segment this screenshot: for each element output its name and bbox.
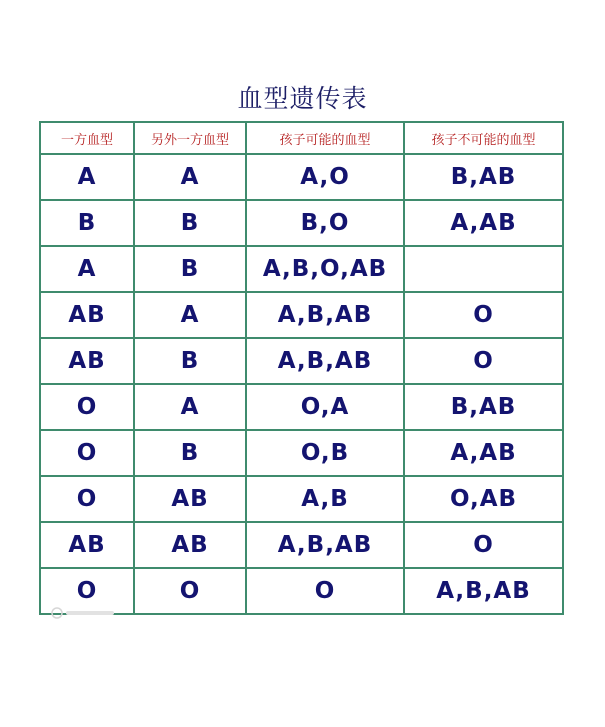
possible-child-cell: O,B bbox=[246, 430, 404, 476]
parent-one-cell: AB bbox=[40, 522, 134, 568]
parent-one-cell: O bbox=[40, 476, 134, 522]
impossible-child-cell: B,AB bbox=[404, 384, 563, 430]
possible-child-cell: A,B,AB bbox=[246, 338, 404, 384]
header-impossible-child: 孩子不可能的血型 bbox=[404, 122, 563, 154]
table-row bbox=[40, 154, 563, 200]
possible-child-cell: A,B,AB bbox=[246, 292, 404, 338]
parent-two-cell: B bbox=[134, 246, 246, 292]
table-row bbox=[40, 200, 563, 246]
possible-child-cell: A,B,O,AB bbox=[246, 246, 404, 292]
table-title: 血型遗传表 bbox=[237, 84, 368, 113]
impossible-child-cell: O bbox=[404, 292, 563, 338]
table-row bbox=[40, 430, 563, 476]
table-row bbox=[40, 338, 563, 384]
table-row bbox=[40, 384, 563, 430]
parent-one-cell: AB bbox=[40, 292, 134, 338]
possible-child-cell: A,O bbox=[246, 154, 404, 200]
parent-two-cell: A bbox=[134, 384, 246, 430]
possible-child-cell: A,B,AB bbox=[246, 522, 404, 568]
blood-type-table bbox=[39, 121, 564, 615]
parent-one-cell: O bbox=[40, 568, 134, 614]
possible-child-cell: A,B bbox=[246, 476, 404, 522]
parent-one-cell: A bbox=[40, 154, 134, 200]
impossible-child-cell: A,B,AB bbox=[404, 568, 563, 614]
parent-two-cell: B bbox=[134, 200, 246, 246]
impossible-child-cell: O,AB bbox=[404, 476, 563, 522]
parent-two-cell: O bbox=[134, 568, 246, 614]
parent-one-cell: O bbox=[40, 430, 134, 476]
parent-one-cell: AB bbox=[40, 338, 134, 384]
parent-one-cell: B bbox=[40, 200, 134, 246]
header-possible-child: 孩子可能的血型 bbox=[246, 122, 404, 154]
watermark-graphic bbox=[50, 606, 120, 620]
parent-one-cell: A bbox=[40, 246, 134, 292]
impossible-child-cell: O bbox=[404, 522, 563, 568]
parent-two-cell: A bbox=[134, 292, 246, 338]
parent-two-cell: B bbox=[134, 430, 246, 476]
possible-child-cell: B,O bbox=[246, 200, 404, 246]
header-parent-two: 另外一方血型 bbox=[134, 122, 246, 154]
table-row bbox=[40, 476, 563, 522]
parent-two-cell: AB bbox=[134, 476, 246, 522]
impossible-child-cell: A,AB bbox=[404, 430, 563, 476]
impossible-child-cell bbox=[404, 246, 563, 292]
table-row bbox=[40, 292, 563, 338]
table-row bbox=[40, 522, 563, 568]
table-row bbox=[40, 246, 563, 292]
impossible-child-cell: B,AB bbox=[404, 154, 563, 200]
header-parent-one: 一方血型 bbox=[40, 122, 134, 154]
watermark bbox=[50, 606, 120, 623]
impossible-child-cell: A,AB bbox=[404, 200, 563, 246]
parent-two-cell: B bbox=[134, 338, 246, 384]
parent-two-cell: A bbox=[134, 154, 246, 200]
header-row bbox=[40, 122, 563, 154]
parent-two-cell: AB bbox=[134, 522, 246, 568]
impossible-child-cell: O bbox=[404, 338, 563, 384]
parent-one-cell: O bbox=[40, 384, 134, 430]
possible-child-cell: O,A bbox=[246, 384, 404, 430]
possible-child-cell: O bbox=[246, 568, 404, 614]
